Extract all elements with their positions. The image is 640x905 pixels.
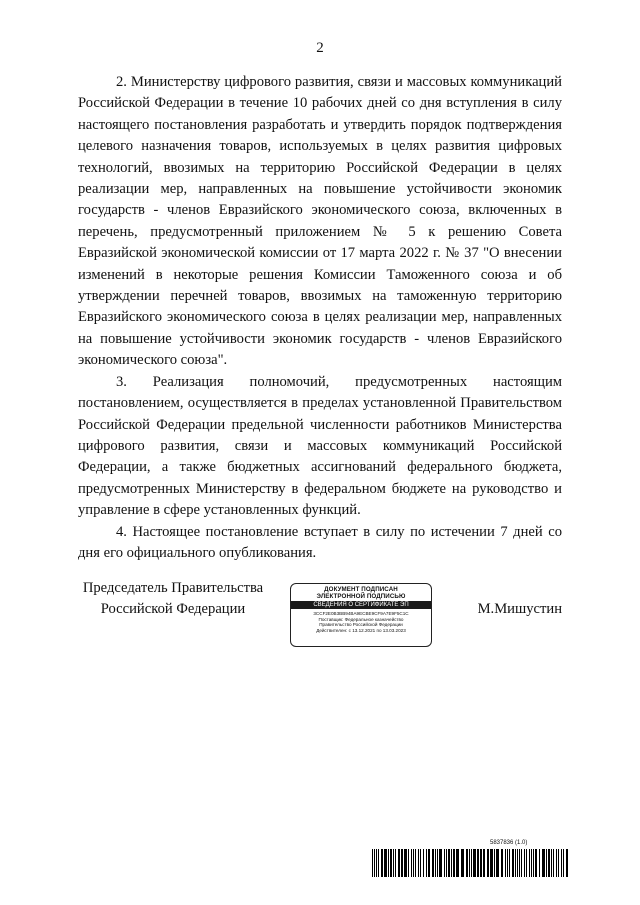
barcode-bar bbox=[469, 849, 470, 877]
stamp-certificate-bar: СВЕДЕНИЯ О СЕРТИФИКАТЕ ЭП bbox=[291, 601, 431, 609]
barcode-bar bbox=[477, 849, 479, 877]
barcode-bar bbox=[496, 849, 499, 877]
paragraph-3: 3. Реализация полномочий, предусмотренных настоящим постановлением, осуществляется в пределах установленной Правительством Российской Федерации предельной численности работников Министерства цифрового развития, связи и массовых коммуникаций Российской Федерации, а также бюджетных ассигнований федерального бюджета, предусмотренных Министерству в федеральном бюджете на руководство и управление в сфере установленных функций. bbox=[78, 373, 562, 519]
barcode-bar bbox=[512, 849, 514, 877]
signatory-position bbox=[78, 578, 268, 620]
barcode-bar bbox=[404, 849, 407, 877]
document-code: 5837836 (1.0) bbox=[490, 840, 528, 846]
barcode-bar bbox=[561, 849, 562, 877]
barcode-bar bbox=[563, 849, 564, 877]
barcode-bar bbox=[515, 849, 516, 877]
signatory-position-line2: Российской Федерации bbox=[100, 601, 246, 617]
barcode-bar bbox=[542, 849, 545, 877]
barcode-bar bbox=[461, 849, 464, 877]
stamp-validity: Действителен: с 13.12.2021 по 13.03.2023 bbox=[316, 627, 406, 633]
barcode-bar bbox=[388, 849, 389, 877]
barcode-bar bbox=[390, 849, 392, 877]
barcode-bar bbox=[546, 849, 547, 877]
barcode-bar bbox=[501, 849, 503, 877]
paragraph-4: 4. Настоящее постановление вступает в силу по истечении 7 дней со дня его официального опубликования. bbox=[78, 523, 562, 561]
barcode-bar bbox=[526, 849, 527, 877]
barcode-bar bbox=[401, 849, 403, 877]
barcode-bar bbox=[535, 849, 537, 877]
barcode-icon bbox=[372, 849, 572, 877]
barcode-bar bbox=[398, 849, 400, 877]
barcode-bar bbox=[519, 849, 520, 877]
barcode-bar bbox=[426, 849, 427, 877]
barcode-bar bbox=[428, 849, 430, 877]
document-body bbox=[78, 72, 562, 564]
page-number: 2 bbox=[316, 40, 324, 56]
signatory-position-line1: Председатель Правительства bbox=[82, 580, 264, 596]
barcode-bar bbox=[539, 849, 540, 877]
barcode-bar bbox=[551, 849, 552, 877]
barcode-bar bbox=[418, 849, 419, 877]
barcode-bar bbox=[456, 849, 459, 877]
barcode-bar bbox=[413, 849, 414, 877]
electronic-signature-stamp bbox=[290, 583, 432, 647]
barcode-bar bbox=[566, 849, 568, 877]
stamp-issuer-line1: Поставщик: Федеральное казначейство bbox=[318, 616, 404, 622]
barcode-bar bbox=[393, 849, 394, 877]
barcode-bar bbox=[548, 849, 550, 877]
barcode-bar bbox=[381, 849, 383, 877]
barcode-bar bbox=[444, 849, 445, 877]
barcode-bar bbox=[505, 849, 506, 877]
barcode-bar bbox=[521, 849, 522, 877]
barcode-bar bbox=[556, 849, 557, 877]
barcode-bar bbox=[451, 849, 452, 877]
barcode-bar bbox=[483, 849, 485, 877]
barcode-bar bbox=[490, 849, 493, 877]
stamp-title-line2: ЭЛЕКТРОННОЙ ПОДПИСЬЮ bbox=[316, 593, 406, 600]
stamp-serial: 3CCF2E0B3BB94BA9ECBE9CF9A7E9F5C1C bbox=[313, 611, 409, 616]
barcode-bar bbox=[529, 849, 530, 877]
barcode-bar bbox=[524, 849, 525, 877]
barcode-bar bbox=[384, 849, 387, 877]
barcode-bar bbox=[437, 849, 438, 877]
signatory-name: М.Мишустин bbox=[477, 601, 562, 617]
barcode-bar bbox=[446, 849, 447, 877]
barcode-bar bbox=[435, 849, 436, 877]
barcode-bar bbox=[448, 849, 450, 877]
barcode-bar bbox=[531, 849, 532, 877]
barcode-bar bbox=[453, 849, 455, 877]
barcode-bar bbox=[471, 849, 472, 877]
barcode-bar bbox=[439, 849, 442, 877]
barcode-bar bbox=[420, 849, 421, 877]
barcode-bar bbox=[374, 849, 375, 877]
barcode-bar bbox=[553, 849, 554, 877]
stamp-issuer-line2: Правительство Российской Федерации bbox=[319, 622, 403, 628]
barcode-bar bbox=[494, 849, 495, 877]
paragraph-2: 2. Министерству цифрового развития, связи и массовых коммуникаций Российской Федерации в течение 10 рабочих дней со дня вступления в силу настоящего постановления разработать и утвердить порядок подтверждения целевого назначения товаров, используемых в целях развития цифровых технологий, ввозимых на территорию Российской Федерации в целях реализации мер, направленных на повышение устойчивости экономик государств - членов Евразийского экономического союза, включенных в перечень, предусмотренный приложением № 5 к решению Совета Евразийской экономической комиссии от 17 марта 2022 г. № 37 "О внесении изменений в некоторые решения Комиссии Таможенного союза и об утверждении перечней товаров, ввозимых на таможенную территорию Евразийского экономического союза в целях реализации мер, направленных на повышение устойчивости экономик государств - членов Евразийского экономического союза". bbox=[78, 74, 562, 369]
barcode-bar bbox=[432, 849, 434, 877]
barcode-bar bbox=[509, 849, 510, 877]
barcode-bar bbox=[423, 849, 424, 877]
barcode-bar bbox=[411, 849, 412, 877]
barcode-bar bbox=[378, 849, 379, 877]
barcode-bar bbox=[466, 849, 468, 877]
barcode-bar bbox=[533, 849, 534, 877]
barcode-bar bbox=[480, 849, 482, 877]
barcode-bar bbox=[517, 849, 518, 877]
barcode-bar bbox=[408, 849, 409, 877]
barcode-bar bbox=[376, 849, 377, 877]
barcode-bar bbox=[558, 849, 559, 877]
barcode-bar bbox=[415, 849, 416, 877]
barcode-bar bbox=[507, 849, 508, 877]
barcode-bar bbox=[395, 849, 396, 877]
barcode-bar bbox=[487, 849, 489, 877]
barcode-bar bbox=[372, 849, 373, 877]
barcode-bar bbox=[473, 849, 476, 877]
stamp-title-line1: ДОКУМЕНТ ПОДПИСАН bbox=[324, 586, 398, 593]
